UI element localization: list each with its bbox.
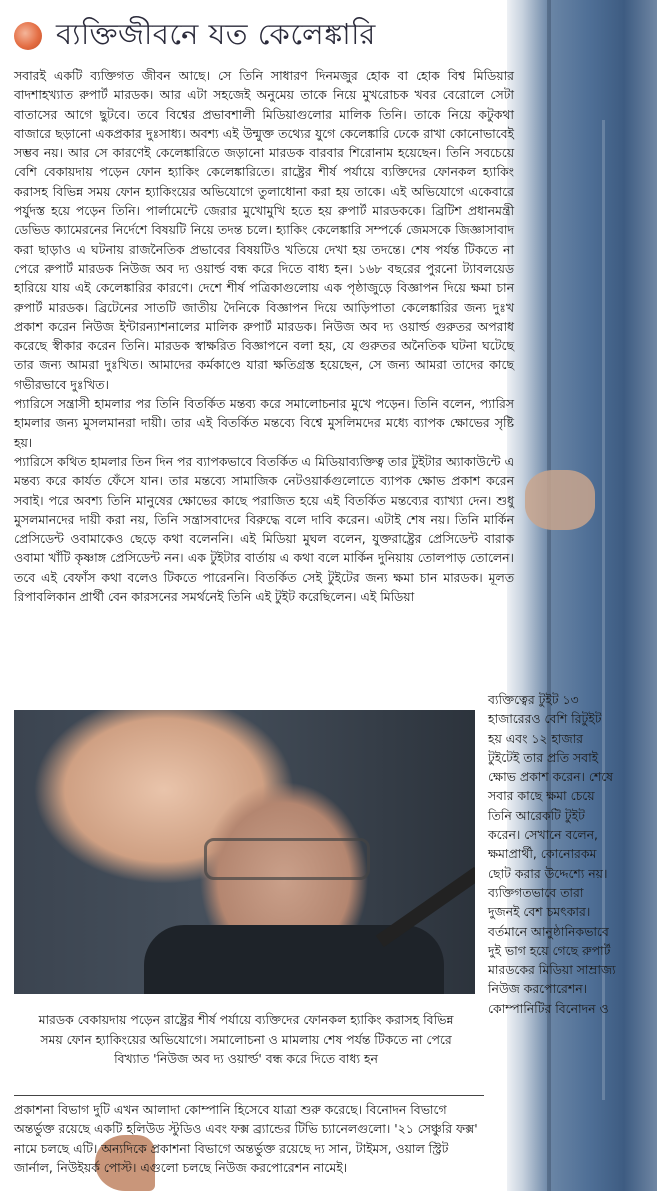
side-paragraph: ব্যক্তিত্বের টুইট ১৩ হাজারেরও বেশি রিটুইট হয় এবং ১২ হাজার টুইটেই তার প্রতি সবাই ক্ষোভ প্রকাশ করেন। শেষে সবার কাছে ক্ষমা চেয়ে তিনি আরেকটি টুইট করেন। সেখানে বলেন, ক্ষমাপ্রার্থী, কোনোরকম ছোট করার উদ্দেশ্যে নয়। ব্যক্তিগতভাবে তারা দুজনই বেশ চমৎকার। বর্তমানে আনুষ্ঠানিকভাবে দুই ভাগ হয়ে গেছে রুপার্ট মারডকের মিডিয়া সাম্রাজ্য নিউজ করপোরেশন। কোম্পানিটির বিনোদন ও [488, 692, 616, 1016]
article-body [14, 66, 514, 606]
body-paragraph: সবারই একটি ব্যক্তিগত জীবন আছে। সে তিনি সাধারণ দিনমজুর হোক বা হোক বিশ্ব মিডিয়ার বাদশাহখ্যাত রুপার্ট মারডক। আর এটা সহজেই অনুমেয় তাকে নিয়ে মুখরোচক খবর বেরোলে সেটা বাতাসের আগে ছুটবে। তবে বিশ্বের প্রভাবশালী মিডিয়াগুলোর মালিক তিনি। তাকে নিয়ে কটুকথা বাজারে ছড়ানো একপ্রকার দুঃসাধ্য। অবশ্য এই উন্মুক্ত তথ্যের যুগে কেলেঙ্কারি ঢেকে রাখা কোনোভাবেই সম্ভব নয়। আর সে কারণেই কেলেঙ্কারিতে জড়ানো মারডক বারবার শিরোনাম হয়েছেন। তিনি সবচেয়ে বেশি বেকায়দায় পড়েন ফোন হ্যাকিং কেলেঙ্কারিতে। রাষ্ট্রের শীর্ষ পর্যায়ে ব্যক্তিদের ফোনকল হ্যাকিং করাসহ বিভিন্ন সময় ফোন হ্যাকিংয়ের অভিযোগে তুলাধোনা করা হয় তাকে। এই অভিযোগে একেবারে পর্যুদস্ত হয়ে পড়েন তিনি। পার্লামেন্টে জেরার মুখোমুখি হতে হয় রুপার্ট মারডককে। ব্রিটিশ প্রধানমন্ত্রী ডেভিড ক্যামেরনের নির্দেশে বিষয়টি নিয়ে তদন্ত চলে। হ্যাকিং কেলেঙ্কারি সম্পর্কে জেমসকে জিজ্ঞাসাবাদ করা ছাড়াও এ ঘটনায় রাজনৈতিক প্রভাবের বিষয়টিও খতিয়ে দেখা হয় তদন্তে। শেষ পর্যন্ত টিকতে না পেরে রুপার্ট মারডক নিউজ অব দ্য ওয়ার্ল্ড বন্ধ করে দিতে বাধ্য হন। ১৬৮ বছরের পুরনো ট্যাবলয়েড হারিয়ে যায় এই কেলেঙ্কারির কারণে। দেশে শীর্ষ পত্রিকাগুলোয় এক পৃষ্ঠাজুড়ে বিজ্ঞাপন দিয়ে ক্ষমা চান রুপার্ট মারডক। ব্রিটেনের সাতটি জাতীয় দৈনিকে বিজ্ঞাপন দিয়ে আড়িপাতা কেলেঙ্কারির জন্য দুঃখ প্রকাশ করেন নিউজ ইন্টারন্যাশনালের মালিক রুপার্ট মারডক। নিউজ অব দ্য ওয়ার্ল্ড গুরুতর অপরাধ করেছে স্বীকার করেন তিনি। মারডক স্বাক্ষরিত বিজ্ঞাপনে বলা হয়, যে গুরুতর অনৈতিক ঘটনা ঘটেছে তার জন্য আমরা দুঃখিত। আমাদের কর্মকাণ্ডে যারা ক্ষতিগ্রস্ত হয়েছেন, সে জন্য আমরা তাদের কাছে গভীরভাবে দুঃখিত। [14, 68, 514, 392]
photo-caption: মারডক বেকায়দায় পড়েন রাষ্ট্রের শীর্ষ পর্যায়ে ব্যক্তিদের ফোনকল হ্যাকিং করাসহ বিভিন্ন সময় ফোন হ্যাকিংয়ের অভিযোগে। সমালোচনা ও মামলায় শেষ পর্যন্ত টিকতে না পেরে বিখ্যাত 'নিউজ অব দ্য ওয়ার্ল্ড' বন্ধ করে দিতে বাধ্য হন [38, 1012, 454, 1066]
bullet-circle-icon [14, 22, 42, 50]
divider-rule [14, 1095, 484, 1096]
body-paragraph: প্যারিসে সন্ত্রাসী হামলার পর তিনি বিতর্কিত মন্তব্য করে সমালোচনার মুখে পড়েন। তিনি বলেন, প্যারিস হামলার জন্য মুসলমানরা দায়ী। তার এই বিতর্কিত মন্তব্যে বিশ্বে মুসলিমদের মধ্যে ব্যাপক ক্ষোভের সৃষ্টি হয়। [14, 396, 514, 450]
murdoch-photo [14, 710, 475, 994]
headline-row [14, 10, 494, 62]
hand-detail [525, 470, 595, 530]
bottom-paragraph: প্রকাশনা বিভাগ দুটি এখন আলাদা কোম্পানি হিসেবে যাত্রা শুরু করেছে। বিনোদন বিভাগে অন্তর্ভুক্ত রয়েছে একটি হলিউড স্টুডিও এবং ফক্স ব্র্যান্ডের টিভি চ্যানেলগুলো। '২১ সেঞ্চুরি ফক্স' নামে চলছে এটি। অন্যদিকে প্রকাশনা বিভাগে অন্তর্ভুক্ত রয়েছে দ্য সান, টাইমস, ওয়াল স্ট্রিট জার্নাল, নিউইয়র্ক পোস্ট। এগুলো চলছে নিউজ করপোরেশন নামেই। [14, 1102, 478, 1175]
side-column [488, 690, 618, 1018]
glasses-detail [204, 838, 370, 880]
body-paragraph: প্যারিসে কথিত হামলার তিন দিন পর ব্যাপকভাবে বিতর্কিত এ মিডিয়াব্যক্তিত্ব তার টুইটার অ্যাকাউন্টে এ মন্তব্য করে কার্যত ফেঁসে যান। তার মন্তব্যে সামাজিক নেটওয়ার্কগুলোতে ব্যাপক ক্ষোভ প্রকাশ করেন সবাই। পরে অবশ্য তিনি মানুষের ক্ষোভের কাছে পরাজিত হয়ে এই বিতর্কিত মন্তব্যের ব্যাখ্যা দেন। শুধু মুসলমানদের দায়ী করা নয়, তিনি সন্ত্রাসবাদের বিরুদ্ধে বলে দাবি করেন। এটাই শেষ নয়। তিনি মার্কিন প্রেসিডেন্ট ওবামাকেও ছেড়ে কথা বলেননি। এই মিডিয়া মুঘল বলেন, যুক্তরাষ্ট্রের প্রেসিডেন্ট বারাক ওবামা খাঁটি কৃষ্ণাঙ্গ প্রেসিডেন্ট নন। এক টুইটার বার্তায় এ কথা বলে মার্কিন দুনিয়ায় তোলপাড় তোলেন। তবে এই বেফাঁস কথা বলেও টিকতে পারেননি। বিতর্কিত সেই টুইটের জন্য ক্ষমা চান মারডক। মূলত রিপাবলিকান প্রার্থী বেন কারসনের সমর্থনেই তিনি এই টুইট করেছিলেন। এই মিডিয়া [14, 453, 514, 605]
headline: ব্যক্তিজীবনে যত কেলেঙ্কারি [56, 16, 376, 51]
